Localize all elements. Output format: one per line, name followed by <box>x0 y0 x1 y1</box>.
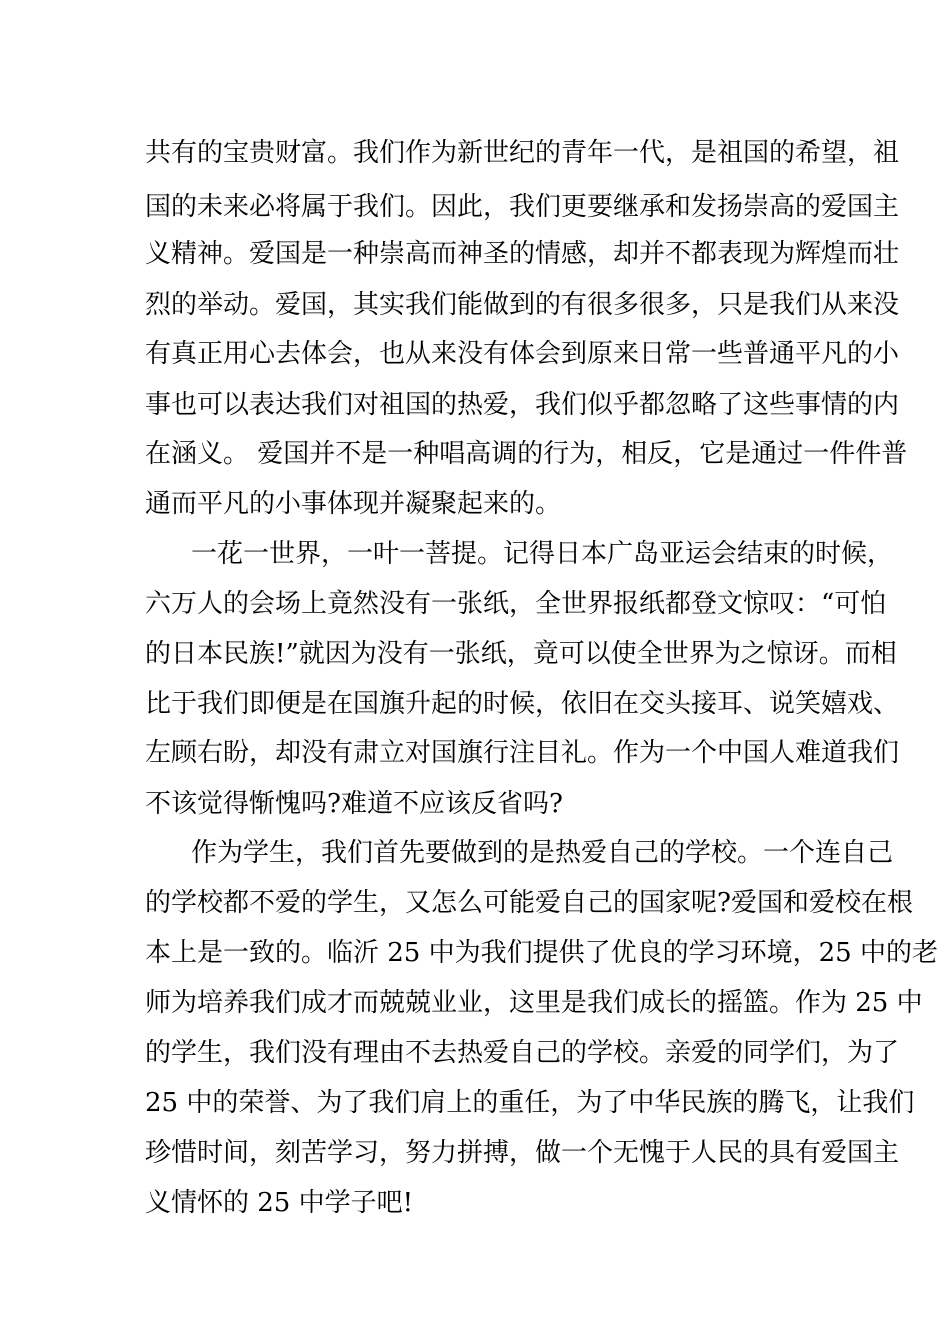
text-line: 烈的举动。爱国，其实我们能做到的有很多很多，只是我们从来没 <box>145 290 900 320</box>
text-line: 师为培养我们成才而兢兢业业，这里是我们成长的摇篮。作为 25 中 <box>145 988 923 1018</box>
text-line: 事也可以表达我们对祖国的热爱，我们似乎都忽略了这些事情的内 <box>145 390 900 420</box>
text-line: 六万人的会场上竟然没有一张纸，全世界报纸都登文惊叹：“可怕 <box>145 589 887 619</box>
text-line: 的学生，我们没有理由不去热爱自己的学校。亲爱的同学们，为了 <box>145 1038 900 1068</box>
text-line: 的日本民族!”就因为没有一张纸，竟可以使全世界为之惊讶。而相 <box>145 639 897 669</box>
text-line: 一花一世界，一叶一菩提。记得日本广岛亚运会结束的时候， <box>191 539 894 569</box>
text-line: 义精神。爱国是一种崇高而神圣的情感，却并不都表现为辉煌而壮 <box>145 239 900 269</box>
text-line: 通而平凡的小事体现并凝聚起来的。 <box>145 489 562 519</box>
text-line: 在涵义。 爱国并不是一种唱高调的行为，相反，它是通过一件件普 <box>145 439 908 469</box>
text-line: 国的未来必将属于我们。因此，我们更要继承和发扬崇高的爱国主 <box>145 192 900 222</box>
text-line: 25 中的荣誉、为了我们肩上的重任，为了中华民族的腾飞，让我们 <box>145 1088 915 1118</box>
text-line: 左顾右盼，却没有肃立对国旗行注目礼。作为一个中国人难道我们 <box>145 738 900 768</box>
text-line: 作为学生，我们首先要做到的是热爱自己的学校。一个连自己 <box>191 838 894 868</box>
text-line: 本上是一致的。临沂 25 中为我们提供了优良的学习环境，25 中的老 <box>145 938 938 968</box>
text-line: 有真正用心去体会，也从来没有体会到原来日常一些普通平凡的小 <box>145 339 900 369</box>
text-line: 义情怀的 25 中学子吧! <box>145 1188 414 1218</box>
text-line: 的学校都不爱的学生，又怎么可能爱自己的国家呢?爱国和爱校在根 <box>145 888 913 918</box>
text-line: 不该觉得惭愧吗?难道不应该反省吗? <box>145 789 563 819</box>
text-line: 珍惜时间，刻苦学习，努力拼搏，做一个无愧于人民的具有爱国主 <box>145 1138 900 1168</box>
text-line: 比于我们即便是在国旗升起的时候，依旧在交头接耳、说笑嬉戏、 <box>145 689 900 719</box>
text-line: 共有的宝贵财富。我们作为新世纪的青年一代，是祖国的希望，祖 <box>145 138 900 168</box>
